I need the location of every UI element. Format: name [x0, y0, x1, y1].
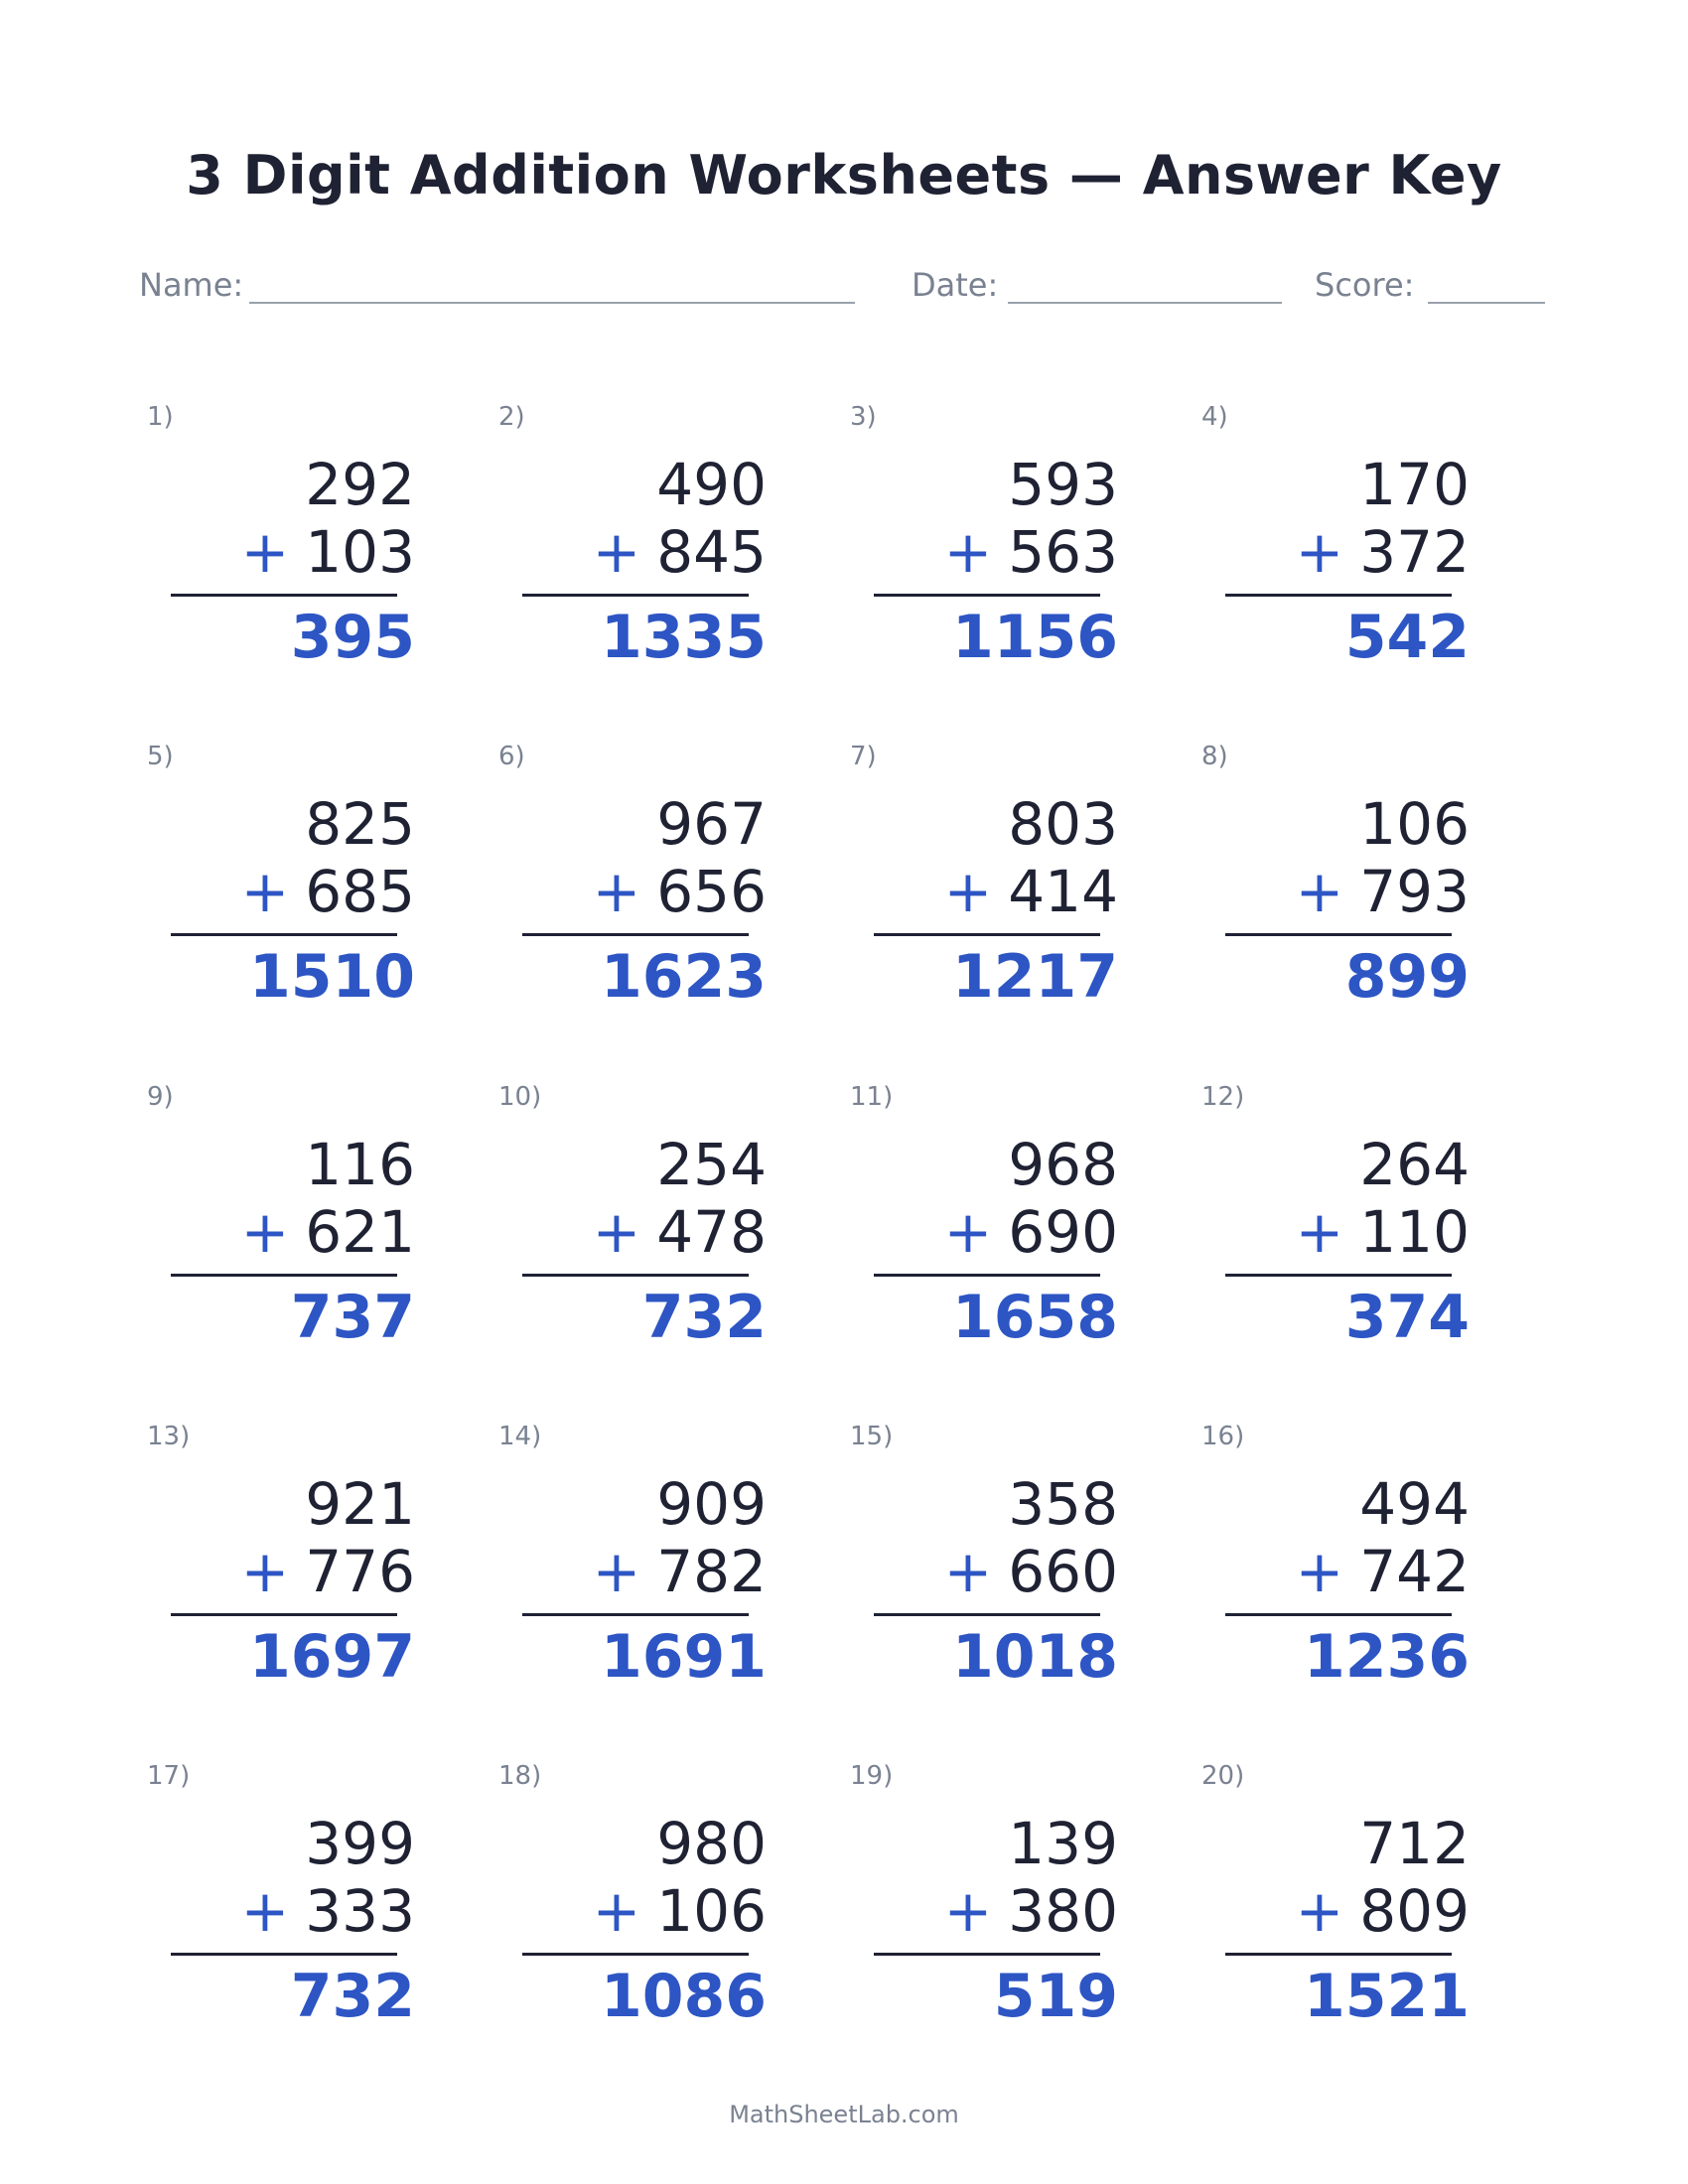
sum-line [1225, 1613, 1452, 1616]
second-addend: 380 [1008, 1877, 1118, 1945]
plus-sign: + [943, 1538, 993, 1605]
problem-number: 8) [1201, 742, 1228, 771]
second-addend-row [593, 857, 767, 926]
second-addend: 563 [1008, 518, 1118, 586]
sum-line [171, 1613, 397, 1616]
first-addend: 116 [305, 1131, 415, 1198]
second-addend: 685 [305, 858, 415, 925]
sum-line [171, 594, 397, 597]
plus-sign: + [943, 858, 993, 925]
plus-sign: + [240, 858, 290, 925]
footer-site-name: MathSheetLab.com [729, 2101, 959, 2128]
name-label: Name: [139, 266, 244, 304]
worksheet-title: 3 Digit Addition Worksheets — Answer Key [186, 144, 1502, 206]
first-addend: 264 [1359, 1131, 1470, 1198]
second-addend-row [1296, 857, 1470, 926]
first-addend: 825 [305, 790, 415, 858]
second-addend: 656 [656, 858, 767, 925]
plus-sign: + [240, 518, 290, 586]
sum-line [171, 1953, 397, 1956]
problem-number: 6) [498, 742, 525, 771]
answer: 899 [1344, 942, 1470, 1012]
problem-18 [492, 1761, 820, 2049]
answer: 1217 [952, 942, 1118, 1012]
second-addend-row [944, 1876, 1118, 1946]
second-addend-row [593, 1197, 767, 1267]
problem-number: 18) [498, 1761, 542, 1791]
problem-number: 3) [850, 402, 877, 432]
problem-2 [492, 402, 820, 690]
problem-20 [1196, 1761, 1523, 2049]
problem-number: 20) [1201, 1761, 1245, 1791]
plus-sign: + [943, 1198, 993, 1266]
plus-sign: + [1295, 1538, 1344, 1605]
problem-11 [844, 1082, 1172, 1370]
answer: 1236 [1304, 1622, 1470, 1692]
problem-12 [1196, 1082, 1523, 1370]
problem-10 [492, 1082, 820, 1370]
problem-1 [141, 402, 469, 690]
plus-sign: + [592, 1877, 641, 1945]
sum-line [874, 1274, 1100, 1277]
second-addend: 103 [305, 518, 415, 586]
date-label: Date: [912, 266, 999, 304]
first-addend: 967 [656, 790, 767, 858]
sum-line [874, 1953, 1100, 1956]
second-addend: 782 [656, 1538, 767, 1605]
second-addend-row [1296, 1537, 1470, 1606]
problem-6 [492, 742, 820, 1029]
second-addend-row [1296, 1876, 1470, 1946]
first-addend: 106 [1359, 790, 1470, 858]
plus-sign: + [1295, 1877, 1344, 1945]
sum-line [522, 933, 749, 936]
sum-line [874, 594, 1100, 597]
sum-line [1225, 1274, 1452, 1277]
problem-8 [1196, 742, 1523, 1029]
problem-13 [141, 1422, 469, 1709]
second-addend-row [241, 517, 415, 587]
second-addend: 372 [1359, 518, 1470, 586]
second-addend-row [944, 1537, 1118, 1606]
second-addend-row [944, 517, 1118, 587]
answer: 542 [1344, 603, 1470, 672]
answer: 737 [290, 1283, 415, 1352]
second-addend-row [593, 1537, 767, 1606]
first-addend: 712 [1359, 1810, 1470, 1877]
answer: 1086 [601, 1962, 767, 2031]
answer: 1691 [601, 1622, 767, 1692]
second-addend: 660 [1008, 1538, 1118, 1605]
first-addend: 921 [305, 1470, 415, 1538]
answer: 1156 [952, 603, 1118, 672]
second-addend-row [241, 857, 415, 926]
second-addend: 333 [305, 1877, 415, 1945]
second-addend-row [593, 1876, 767, 1946]
problem-number: 2) [498, 402, 525, 432]
first-addend: 980 [656, 1810, 767, 1877]
problem-14 [492, 1422, 820, 1709]
answer: 732 [290, 1962, 415, 2031]
plus-sign: + [943, 518, 993, 586]
problem-17 [141, 1761, 469, 2049]
sum-line [522, 594, 749, 597]
problem-5 [141, 742, 469, 1029]
problem-number: 10) [498, 1082, 542, 1112]
sum-line [874, 933, 1100, 936]
problem-3 [844, 402, 1172, 690]
answer: 1521 [1304, 1962, 1470, 2031]
first-addend: 909 [656, 1470, 767, 1538]
sum-line [522, 1274, 749, 1277]
problem-number: 1) [147, 402, 174, 432]
second-addend: 690 [1008, 1198, 1118, 1266]
second-addend-row [241, 1876, 415, 1946]
second-addend: 793 [1359, 858, 1470, 925]
plus-sign: + [592, 858, 641, 925]
first-addend: 399 [305, 1810, 415, 1877]
second-addend-row [1296, 1197, 1470, 1267]
sum-line [171, 933, 397, 936]
plus-sign: + [943, 1877, 993, 1945]
plus-sign: + [1295, 1198, 1344, 1266]
problem-15 [844, 1422, 1172, 1709]
plus-sign: + [240, 1198, 290, 1266]
answer: 1018 [952, 1622, 1118, 1692]
plus-sign: + [592, 1538, 641, 1605]
first-addend: 490 [656, 451, 767, 518]
sum-line [874, 1613, 1100, 1616]
sum-line [522, 1953, 749, 1956]
first-addend: 593 [1008, 451, 1118, 518]
answer: 1623 [601, 942, 767, 1012]
plus-sign: + [240, 1538, 290, 1605]
second-addend: 478 [656, 1198, 767, 1266]
problem-number: 7) [850, 742, 877, 771]
problem-number: 14) [498, 1422, 542, 1451]
problem-number: 16) [1201, 1422, 1245, 1451]
problem-number: 19) [850, 1761, 894, 1791]
answer: 374 [1344, 1283, 1470, 1352]
problem-number: 9) [147, 1082, 174, 1112]
plus-sign: + [592, 518, 641, 586]
second-addend: 414 [1008, 858, 1118, 925]
problem-7 [844, 742, 1172, 1029]
second-addend-row [1296, 517, 1470, 587]
answer: 519 [993, 1962, 1118, 2031]
sum-line [1225, 594, 1452, 597]
problem-number: 11) [850, 1082, 894, 1112]
answer: 1658 [952, 1283, 1118, 1352]
first-addend: 494 [1359, 1470, 1470, 1538]
plus-sign: + [1295, 518, 1344, 586]
first-addend: 968 [1008, 1131, 1118, 1198]
second-addend: 742 [1359, 1538, 1470, 1605]
first-addend: 292 [305, 451, 415, 518]
second-addend: 809 [1359, 1877, 1470, 1945]
problem-4 [1196, 402, 1523, 690]
problem-number: 17) [147, 1761, 191, 1791]
second-addend: 845 [656, 518, 767, 586]
second-addend-row [593, 517, 767, 587]
plus-sign: + [240, 1877, 290, 1945]
problem-16 [1196, 1422, 1523, 1709]
answer: 732 [641, 1283, 767, 1352]
first-addend: 358 [1008, 1470, 1118, 1538]
problem-9 [141, 1082, 469, 1370]
problem-number: 4) [1201, 402, 1228, 432]
answer: 1697 [249, 1622, 415, 1692]
second-addend-row [944, 857, 1118, 926]
plus-sign: + [592, 1198, 641, 1266]
problem-number: 15) [850, 1422, 894, 1451]
problem-number: 13) [147, 1422, 191, 1451]
first-addend: 803 [1008, 790, 1118, 858]
second-addend-row [944, 1197, 1118, 1267]
second-addend-row [241, 1197, 415, 1267]
second-addend: 106 [656, 1877, 767, 1945]
second-addend: 110 [1359, 1198, 1470, 1266]
first-addend: 170 [1359, 451, 1470, 518]
second-addend-row [241, 1537, 415, 1606]
answer: 395 [290, 603, 415, 672]
sum-line [171, 1274, 397, 1277]
sum-line [1225, 1953, 1452, 1956]
first-addend: 254 [656, 1131, 767, 1198]
second-addend: 776 [305, 1538, 415, 1605]
score-label: Score: [1315, 266, 1415, 304]
plus-sign: + [1295, 858, 1344, 925]
sum-line [1225, 933, 1452, 936]
problem-19 [844, 1761, 1172, 2049]
answer: 1510 [249, 942, 415, 1012]
problem-number: 12) [1201, 1082, 1245, 1112]
second-addend: 621 [305, 1198, 415, 1266]
first-addend: 139 [1008, 1810, 1118, 1877]
answer: 1335 [601, 603, 767, 672]
sum-line [522, 1613, 749, 1616]
problem-number: 5) [147, 742, 174, 771]
